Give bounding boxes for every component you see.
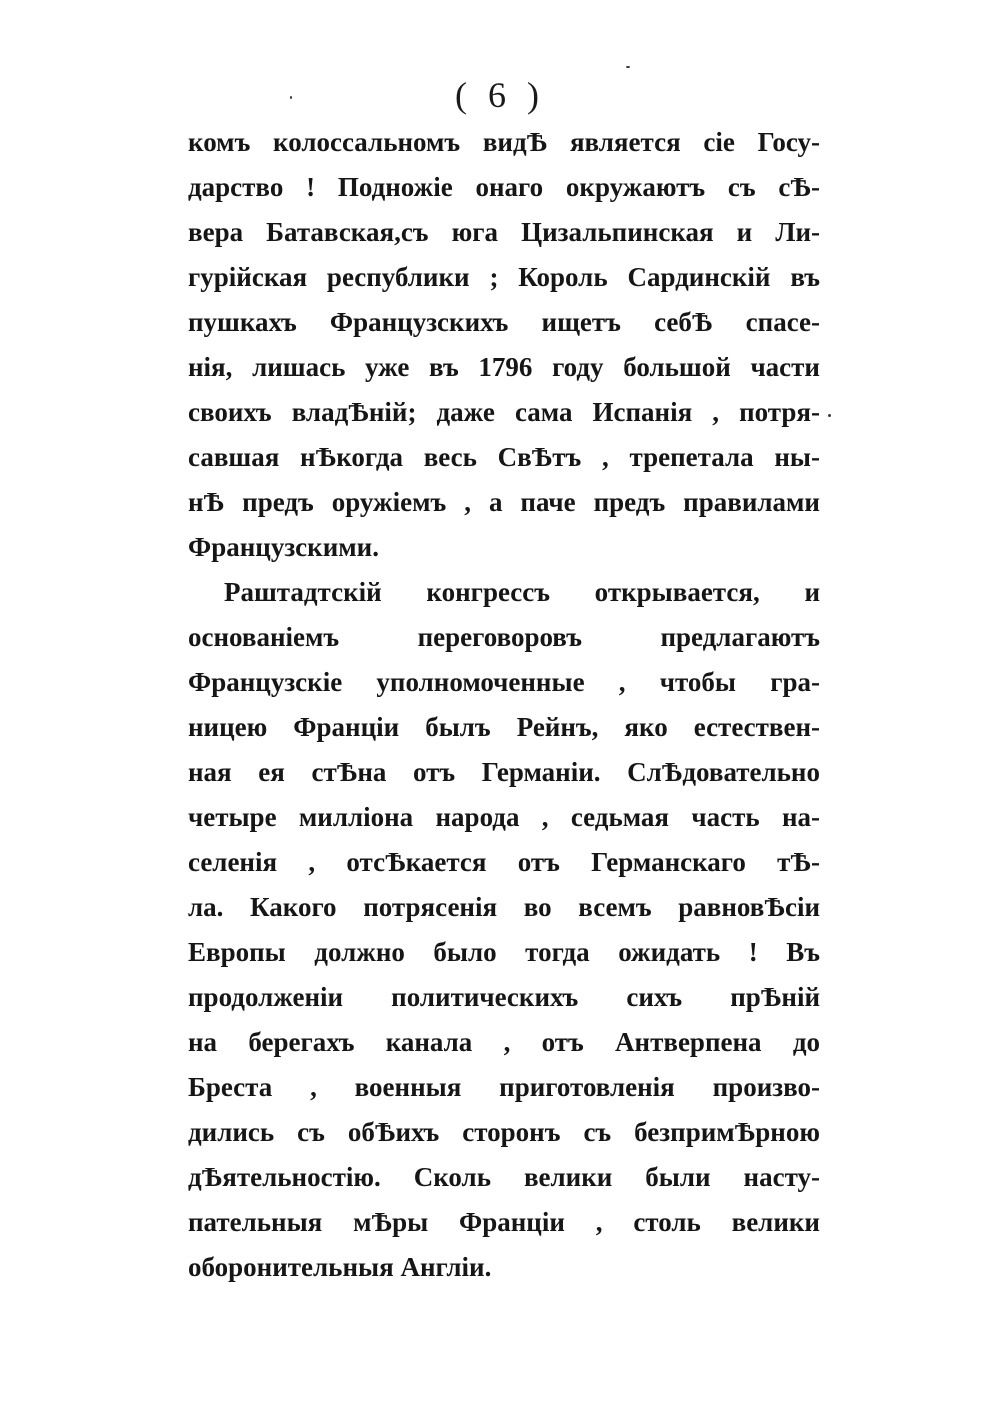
text-line: ная ея стѢна отъ Германіи. СлѢдовательно: [188, 757, 820, 787]
text-line: ла. Какого потрясенія во всемъ равновѢсіи: [188, 892, 820, 922]
text-line: на берегахъ канала , отъ Антверпена до: [188, 1027, 820, 1057]
ink-speck: [626, 66, 630, 68]
text-line: ницею Франціи былъ Рейнъ, яко естествен-: [188, 712, 820, 742]
ink-speck: [828, 414, 831, 417]
text-line: дарство ! Подножіе онаго окружаютъ съ сѢ-: [188, 172, 820, 202]
text-line: своихъ владѢній; даже сама Испанія , потря-: [188, 397, 820, 427]
paragraph: [188, 120, 820, 570]
text-line: Европы должно было тогда ожидать ! Въ: [188, 937, 820, 967]
page-number: ( 6 ): [455, 75, 545, 115]
text-line: савшая нѢкогда весь СвѢтъ , трепетала ны-: [188, 442, 820, 472]
text-line: вера Батавская,съ юга Цизальпинская и Ли-: [188, 217, 820, 247]
text-line: продолженіи политическихъ сихъ прѢній: [188, 982, 820, 1012]
text-line: четыре милліона народа , седьмая часть на-: [188, 802, 820, 832]
text-line: Раштадтскій конгрессъ открывается, и: [224, 577, 820, 607]
text-line: нія, лишась уже въ 1796 году большой части: [188, 352, 820, 382]
text-line: комъ колоссальномъ видѢ является сіе Госу-: [188, 127, 820, 157]
ink-speck: [290, 96, 292, 99]
text-line: Французскіе уполномоченные , чтобы гра-: [188, 667, 820, 697]
text-line: оборонительныя Англіи.: [188, 1252, 492, 1282]
text-line: дились съ обѢихъ сторонъ съ безпримѢрною: [188, 1117, 820, 1147]
text-line: Бреста , военныя приготовленія произво-: [188, 1072, 820, 1102]
text-line: нѢ предъ оружіемъ , а паче предъ правилами: [188, 487, 820, 517]
paragraph: [188, 570, 820, 1290]
text-line: основаніемъ переговоровъ предлагаютъ: [188, 622, 820, 652]
text-line: пушкахъ Французскихъ ищетъ себѢ спасе-: [188, 307, 820, 337]
text-line: селенія , отсѢкается отъ Германскаго тѢ-: [188, 847, 820, 877]
text-line: дѢятельностію. Сколь велики были насту-: [188, 1162, 820, 1192]
text-line: Французскими.: [188, 532, 379, 562]
body-text: [188, 120, 820, 1290]
text-line: пательныя мѢры Франціи , столь велики: [188, 1207, 820, 1237]
text-line: гурійская республики ; Король Сардинскій въ: [188, 262, 820, 292]
